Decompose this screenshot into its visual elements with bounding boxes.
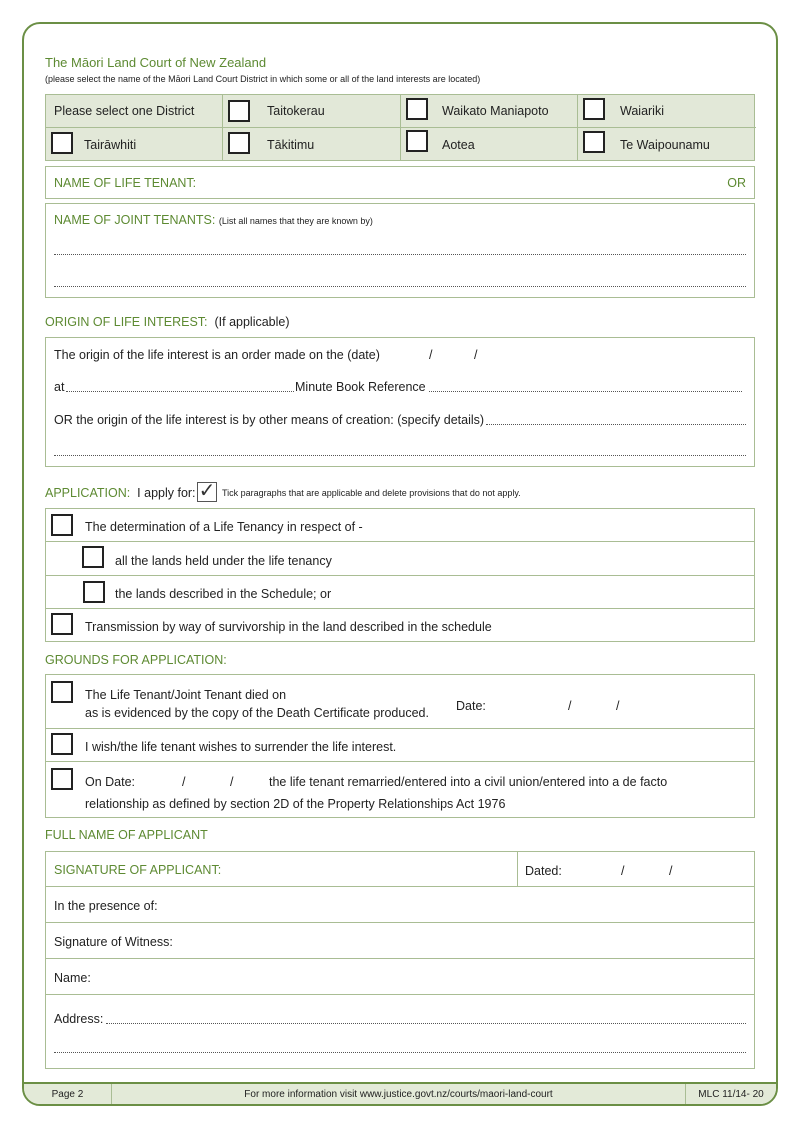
signature-label: SIGNATURE OF APPLICANT: (54, 863, 222, 877)
tick-example-icon: ✓ (198, 480, 216, 502)
district-label: Taitokerau (267, 104, 325, 118)
minute-book-field[interactable] (429, 391, 742, 392)
district-label: Te Waipounamu (620, 137, 710, 152)
checkbox[interactable] (583, 98, 605, 120)
ground-surrender[interactable] (46, 729, 754, 762)
district-takitimu[interactable] (223, 128, 401, 161)
ground-label: The Life Tenant/Joint Tenant died on (85, 688, 287, 702)
name-row[interactable] (46, 959, 754, 995)
ground-died[interactable] (46, 675, 754, 729)
minute-book-label: Minute Book Reference (295, 380, 426, 394)
origin-date-label: The origin of the life interest is an order made on the (date) (54, 348, 380, 362)
district-label: Waikato Maniapoto (442, 104, 549, 118)
page-number: Page 2 (24, 1084, 112, 1104)
grounds-options (45, 674, 755, 818)
district-te-waipounamu[interactable] (578, 128, 756, 161)
date-label: Date: (456, 699, 486, 713)
other-means-label: OR the origin of the life interest is by other means of creation: (specify details) (54, 413, 485, 427)
application-option[interactable] (46, 609, 754, 642)
application-heading: APPLICATION: (45, 486, 131, 500)
checkbox[interactable] (406, 98, 428, 120)
name-label: Name: (54, 971, 91, 985)
district-selector (45, 94, 755, 161)
origin-section (45, 337, 755, 467)
district-label: Tākitimu (267, 137, 315, 152)
joint-tenants-note: (List all names that they are known by) (218, 216, 373, 226)
district-prompt: Please select one District (46, 95, 223, 128)
signature-row[interactable] (46, 852, 754, 887)
district-aotea[interactable] (401, 128, 578, 161)
other-means-field[interactable] (486, 424, 746, 425)
dotted-line (54, 455, 746, 456)
address-label: Address: (54, 1012, 104, 1026)
ground-label: I wish/the life tenant wishes to surrender the life interest. (85, 740, 397, 754)
checkbox[interactable] (51, 733, 73, 755)
life-tenant-field[interactable] (45, 166, 755, 199)
checkbox[interactable] (406, 130, 428, 152)
at-label: at (54, 380, 65, 394)
checkbox[interactable] (51, 132, 73, 154)
dotted-line (54, 254, 746, 255)
divider (517, 852, 518, 886)
presence-row[interactable] (46, 887, 754, 923)
checkbox[interactable] (51, 514, 73, 536)
district-taitokerau[interactable] (223, 95, 401, 128)
date-separator: / (616, 699, 620, 713)
ground-label: relationship as defined by section 2D of the Property Relationships Act 1976 (85, 797, 506, 811)
date-separator: / (429, 348, 433, 362)
life-tenant-label: NAME OF LIFE TENANT: (54, 176, 197, 190)
date-separator: / (568, 699, 572, 713)
district-label: Waiariki (620, 104, 664, 118)
application-option[interactable] (46, 542, 754, 576)
checkbox[interactable] (82, 546, 104, 568)
checkbox[interactable] (51, 613, 73, 635)
option-label: Transmission by way of survivorship in the land described in the schedule (85, 620, 492, 634)
district-instruction: (please select the name of the Māori Land Court District in which some or all of the land interests are located) (45, 74, 481, 84)
dotted-line (54, 286, 746, 287)
footer (24, 1082, 776, 1104)
checkbox[interactable] (83, 581, 105, 603)
district-label: Tairāwhiti (84, 137, 137, 152)
or-label: OR (727, 176, 746, 190)
ground-label: the life tenant remarried/entered into a civil union/entered into a de facto (269, 775, 668, 789)
origin-note: (If applicable) (214, 315, 290, 329)
address-field[interactable] (106, 1023, 746, 1024)
joint-tenants-label: NAME OF JOINT TENANTS: (54, 213, 216, 227)
application-options (45, 508, 755, 642)
date-separator: / (182, 775, 186, 789)
date-separator: / (669, 864, 673, 878)
ground-label: as is evidenced by the copy of the Death Certificate produced. (85, 706, 429, 720)
tick-instruction: Tick paragraphs that are applicable and delete provisions that do not apply. (222, 488, 521, 498)
district-tairawhiti[interactable] (46, 128, 223, 161)
district-waikato-maniapoto[interactable] (401, 95, 578, 128)
checkbox[interactable] (51, 768, 73, 790)
date-separator: / (474, 348, 478, 362)
district-label: Aotea (442, 137, 475, 152)
application-option[interactable] (46, 509, 754, 542)
witness-label: Signature of Witness: (54, 935, 173, 949)
checkbox[interactable] (228, 132, 250, 154)
checkbox[interactable] (583, 131, 605, 153)
date-separator: / (621, 864, 625, 878)
application-option[interactable] (46, 576, 754, 609)
date-label: On Date: (85, 775, 136, 789)
applicant-section (45, 851, 755, 1069)
dotted-line (54, 1052, 746, 1053)
grounds-heading: GROUNDS FOR APPLICATION: (45, 653, 227, 667)
ground-remarried[interactable] (46, 762, 754, 819)
witness-row[interactable] (46, 923, 754, 959)
date-separator: / (230, 775, 234, 789)
option-label: the lands described in the Schedule; or (115, 587, 332, 601)
checkbox[interactable] (51, 681, 73, 703)
district-waiariki[interactable] (578, 95, 756, 128)
address-row[interactable] (46, 995, 754, 1070)
presence-label: In the presence of: (54, 899, 158, 913)
full-name-heading: FULL NAME OF APPLICANT (45, 828, 208, 842)
court-title: The Māori Land Court of New Zealand (45, 55, 267, 70)
origin-heading: ORIGIN OF LIFE INTEREST: (45, 315, 208, 329)
at-field[interactable] (66, 391, 294, 392)
form-code: MLC 11/14- 20 (698, 1088, 764, 1100)
dated-label: Dated: (525, 864, 562, 878)
footer-info: For more information visit www.justice.govt.nz/courts/maori-land-court (112, 1084, 686, 1104)
joint-tenants-field[interactable] (45, 203, 755, 298)
checkbox[interactable] (228, 100, 250, 122)
option-label: The determination of a Life Tenancy in respect of - (85, 520, 363, 534)
option-label: all the lands held under the life tenancy (115, 554, 332, 568)
apply-for-label: I apply for: (137, 486, 196, 500)
